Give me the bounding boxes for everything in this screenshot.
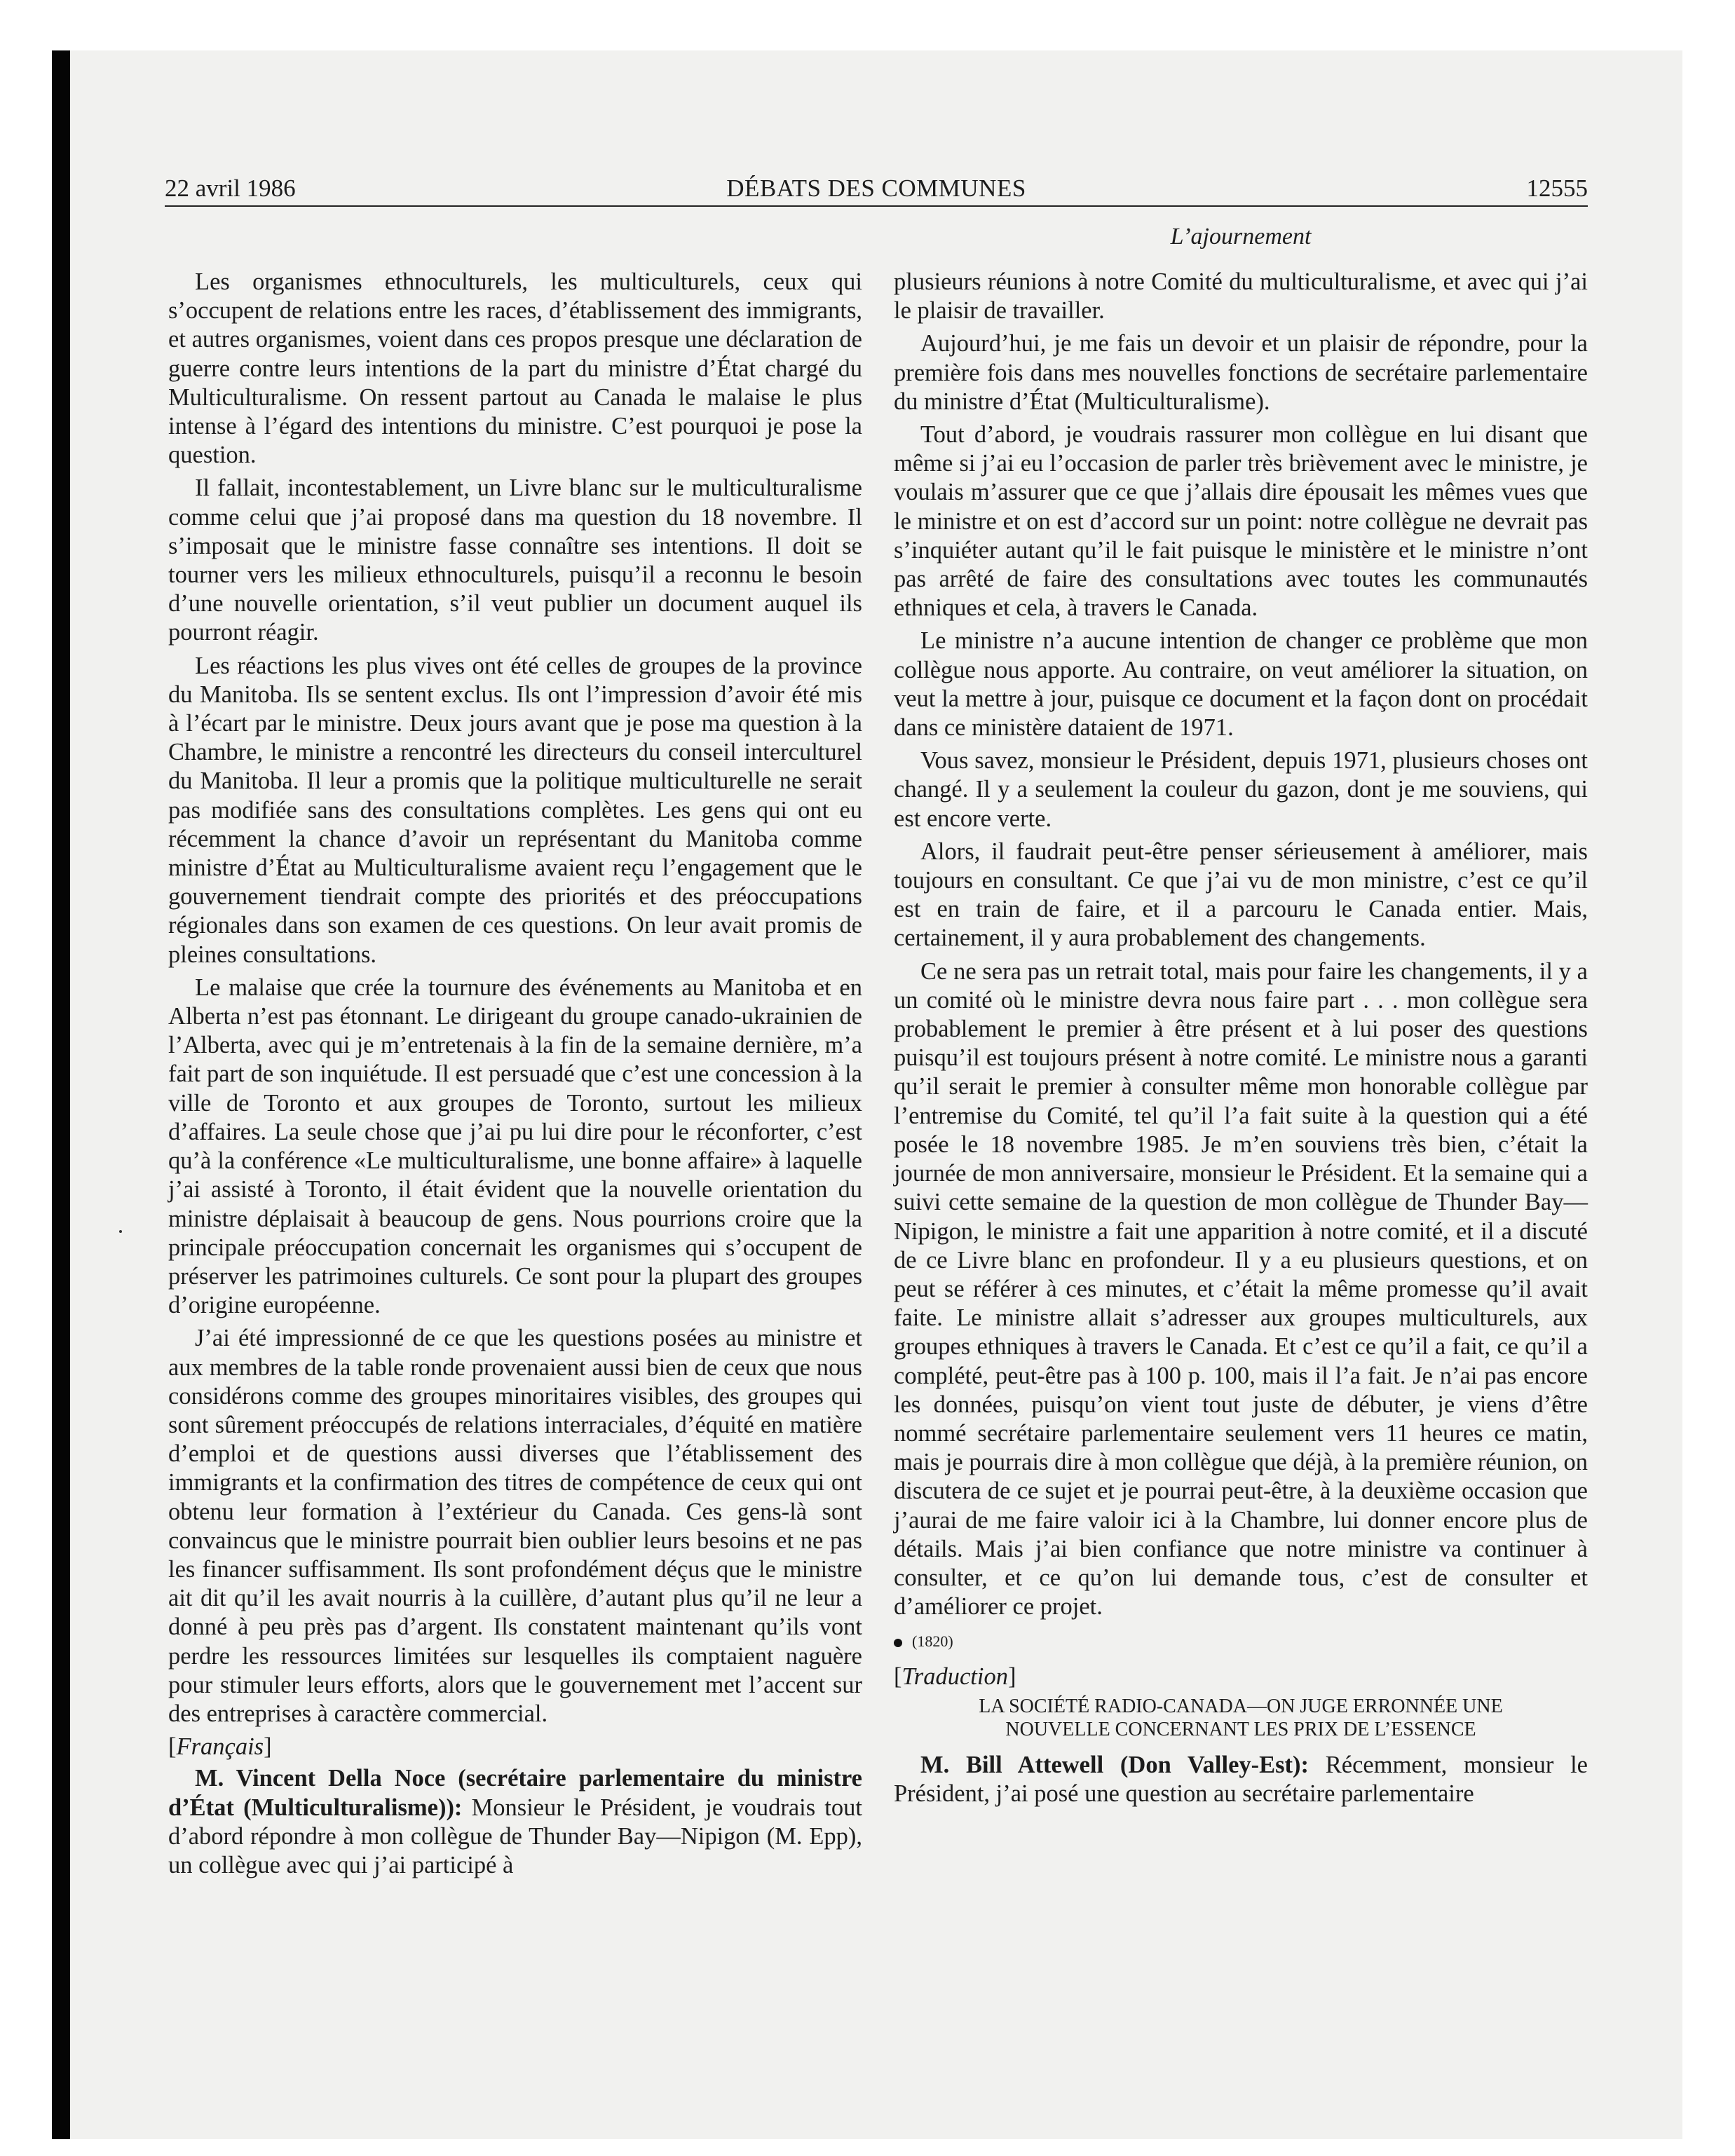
speaker-name: M. Vincent Della Noce (secrétaire parlementaire du ministre d’État (Multiculturalisme)): (168, 1765, 862, 1821)
speech-paragraph (168, 1764, 862, 1880)
header-title: DÉBATS DES COMMUNES (726, 175, 1026, 202)
right-column (894, 268, 1588, 1813)
running-head: L’ajournement (1170, 224, 1312, 250)
language-note: [Français] (168, 1733, 272, 1761)
bullet-icon (894, 1639, 902, 1647)
speech-text: Récemment, monsieur le Président, j’ai posé une question au secrétaire parlementaire (894, 1751, 1588, 1807)
binding-edge (52, 50, 70, 2139)
language-note: [Traduction] (894, 1663, 1016, 1691)
paragraph: Tout d’abord, je voudrais rassurer mon collègue en lui disant que même si j’ai eu l’occasion de parler très brièvement avec le ministre, je voulais m’assurer que ce que j’allais dire épousait les mêmes vues que le ministre et on est d’accord sur un point: notre collègue ne devrait pas s’inquiéter autant qu’il le fait puisque le ministère et le ministre n’ont pas arrêté de faire des consultations avec toutes les communautés ethniques et cela, à travers le Canada. (894, 421, 1588, 622)
header-page-number: 12555 (1526, 175, 1588, 202)
paragraph: Ce ne sera pas un retrait total, mais pour faire les changements, il y a un comité où le ministre devra nous faire part . . . mon collègue sera probablement le premier à être présent et à lui poser des questions puisqu’il est toujours présent à notre comité. Le ministre nous a garanti qu’il serait le premier à consulter même mon honorable collègue par l’entremise du Comité, tel qu’il l’a fait suite à la question qui a été posée le 18 novembre 1985. Je m’en souviens très bien, c’était la journée de mon anniversaire, monsieur le Président. Et la semaine qui a suivi cette semaine de la question de mon collègue de Thunder Bay—Nipigon, le ministre a fait une apparition à notre comité, et il a discuté de ce Livre blanc en profondeur. Il y a eu plusieurs questions, et on peut se référer à ces minutes, et c’était la même promesse qu’il avait faite. Le ministre allait s’adresser aux groupes multiculturels, aux groupes ethniques à travers le Canada. Et c’est ce qu’il a fait, ce qu’il a complété, peut-être pas à 100 p. 100, mais il l’a fait. Je n’ai pas encore les données, puisqu’on vient tout juste de débuter, je viens d’être nommé secrétaire parlementaire seulement vers 11 heures ce matin, mais je pourrais dire à mon collègue que déjà, à la première réunion, on discutera de ce sujet et je pourrai peut-être, à la deuxième occasion que j’aurai de me faire valoir ici à la Chambre, lui donner encore plus de détails. Mais j’ai bien confiance que notre ministre va continuer à consulter, et ce qu’on lui demande tous, c’est de consulter et d’améliorer ce projet. (894, 957, 1588, 1621)
timestamp-text: (1820) (912, 1632, 953, 1651)
paragraph: Il fallait, incontestablement, un Livre blanc sur le multiculturalisme comme celui que j’ai proposé dans ma question du 18 novembre. Il s’imposait que le ministre fasse connaître ses intentions. Il doit se tourner vers les milieux ethnoculturels, puisqu’il a reconnu le besoin d’une nouvelle orientation, s’il veut publier un document auquel ils pourront réagir. (168, 475, 862, 646)
page-header (165, 172, 1588, 205)
paragraph: Alors, il faudrait peut-être penser sérieusement à améliorer, mais toujours en consultant. Ce que j’ai vu de mon ministre, c’est ce qu’il est en train de faire, et il a parcouru le Canada entier. Mais, certainement, il y aura probablement des changements. (894, 838, 1588, 952)
speech-paragraph (894, 1751, 1588, 1808)
language-label: Français (176, 1733, 264, 1761)
heading-line: NOUVELLE CONCERNANT LES PRIX DE L’ESSENCE (1005, 1718, 1476, 1740)
paragraph: Les réactions les plus vives ont été celles de groupes de la province du Manitoba. Ils se sentent exclus. Ils ont l’impression d’avoir été mis à l’écart par le ministre. Deux jours avant que je pose ma question à la Chambre, le ministre a rencontré les directeurs du conseil interculturel du Manitoba. Il leur a promis que la politique multiculturelle ne serait pas modifiée sans des consultations complètes. Les gens qui ont eu récemment la chance d’avoir un représentant du Manitoba comme ministre d’État au Multiculturalisme avaient reçu l’engagement que le gouvernement tiendrait compte des priorités et des préoccupations régionales dans son examen de ces questions. On leur avait promis de pleines consultations. (168, 652, 862, 968)
header-rule (165, 205, 1588, 207)
heading-line: LA SOCIÉTÉ RADIO-CANADA—ON JUGE ERRONNÉE UNE (979, 1695, 1503, 1717)
speech-text: Monsieur le Président, je voudrais tout d’abord répondre à mon collègue de Thunder Bay—Nipigon (M. Epp), un collègue avec qui j’ai participé à (168, 1794, 862, 1878)
paragraph: Le ministre n’a aucune intention de changer ce problème que mon collègue nous apporte. Au contraire, on veut améliorer la situation, on veut la mettre à jour, puisque ce document et la façon dont on procédait dans ce ministère dataient de 1971. (894, 627, 1588, 742)
header-date: 22 avril 1986 (165, 175, 296, 202)
speaker-name: M. Bill Attewell (Don Valley-Est): (920, 1751, 1309, 1778)
paragraph: Les organismes ethnoculturels, les multiculturels, ceux qui s’occupent de relations entre les races, d’établissement des immigrants, et autres organismes, voient dans ces propos presque une déclaration de guerre contre leurs intentions de la part du ministre d’État chargé du Multiculturalisme. On ressent partout au Canada le malaise le plus intense à l’égard des intentions du ministre. C’est pourquoi je pose la question. (168, 268, 862, 469)
paragraph: Vous savez, monsieur le Président, depuis 1971, plusieurs choses ont changé. Il y a seulement la couleur du gazon, dont je me souviens, qui est encore verte. (894, 747, 1588, 832)
timestamp (894, 1627, 1588, 1656)
scan-speck (119, 1230, 122, 1233)
left-column (168, 268, 862, 1884)
section-heading (894, 1695, 1588, 1741)
language-label: Traduction (901, 1663, 1008, 1691)
paragraph: J’ai été impressionné de ce que les questions posées au ministre et aux membres de la table ronde provenaient aussi bien de ceux que nous considérons comme des groupes minoritaires visibles, des groupes qui sont sûrement préoccupés de relations interraciales, d’équité en matière d’emploi et de questions aussi diverses que l’établissement des immigrants et la confirmation des titres de compétence de ceux qui ont obtenu leur formation à l’extérieur du Canada. Ces gens-là sont convaincus que le ministre pourrait bien oublier leurs besoins et ne pas les financer suffisamment. Ils sont profondément déçus que le ministre ait dit qu’il les avait nourris à la cuillère, d’autant plus qu’il ne leur a donné à peu près pas d’argent. Ils constatent maintenant qu’ils vont perdre les ressources limitées sur lesquelles ils comptaient naguère pour stimuler leurs efforts, alors que le gouvernement met l’accent sur des entreprises à caractère commercial. (168, 1325, 862, 1727)
paragraph: Le malaise que crée la tournure des événements au Manitoba et en Alberta n’est pas étonnant. Le dirigeant du groupe canado-ukrainien de l’Alberta, avec qui je m’entretenais à la fin de la semaine dernière, m’a fait part de son inquiétude. Il est persuadé que c’est une concession à la ville de Toronto et aux groupes de Toronto, surtout les milieux d’affaires. La seule chose que j’ai pu lui dire pour le réconforter, c’est qu’à la conférence «Le multiculturalisme, une bonne affaire» à laquelle j’ai assisté à Toronto, il était évident que la nouvelle orientation du ministre déplaisait à beaucoup de gens. Nous pourrions croire que la principale préoccupation concernait les organismes qui s’occupent de préserver les patrimoines culturels. Ce sont pour la plupart des groupes d’origine européenne. (168, 974, 862, 1319)
paragraph: plusieurs réunions à notre Comité du multiculturalisme, et avec qui j’ai le plaisir de travailler. (894, 268, 1588, 325)
paragraph: Aujourd’hui, je me fais un devoir et un plaisir de répondre, pour la première fois dans mes nouvelles fonctions de secrétaire parlementaire du ministre d’État (Multiculturalisme). (894, 330, 1588, 415)
